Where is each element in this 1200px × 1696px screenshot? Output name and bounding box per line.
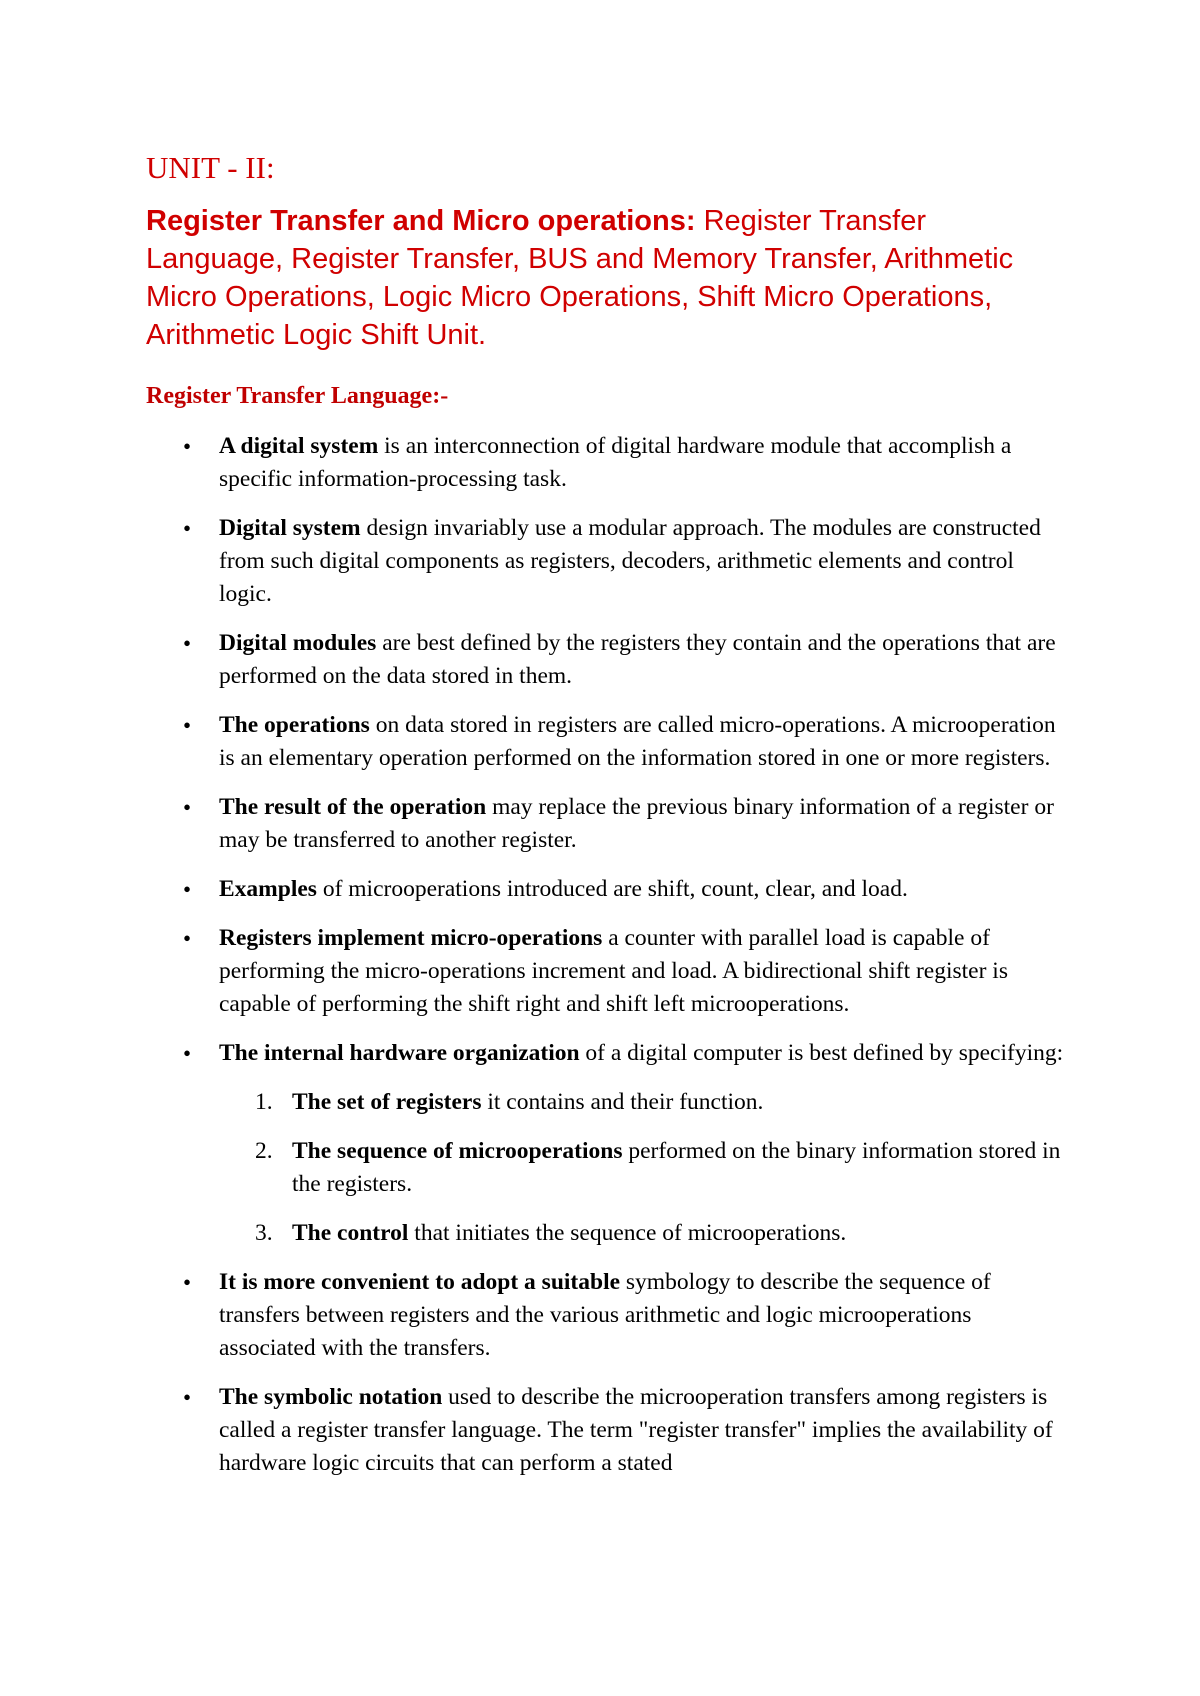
item-bold-lead: The internal hardware organization [219, 1040, 580, 1066]
item-bold-lead: It is more convenient to adopt a suitable [219, 1269, 621, 1295]
item-number: 1. [255, 1089, 273, 1115]
syllabus-topics: Register Transfer Language, Register Transfer, BUS and Memory Transfer, Arithmetic Micro Operations, Logic Micro Operations, Shift Micro Operations, Arithmetic Logic Shift Unit. [146, 205, 1014, 351]
item-text: design invariably use a modular approach. The modules are constructed from such digital components as registers, decoders, arithmetic elements and control logic. [219, 515, 1041, 607]
sublist-item [219, 1086, 1071, 1119]
unit-title: UNIT - II: [146, 150, 275, 185]
item-text: used to describe the microoperation transfers among registers is called a register transfer language. The term "register transfer" implies the availability of hardware logic circuits that can perform a stated [219, 1384, 1053, 1476]
list-item [146, 709, 1071, 775]
item-text: that initiates the sequence of microoperations. [408, 1220, 847, 1246]
item-number: 2. [255, 1138, 273, 1164]
item-bold-lead: The control [292, 1220, 409, 1246]
item-bold-lead: The sequence of microoperations [292, 1138, 623, 1164]
list-item [146, 1037, 1071, 1250]
item-bold-lead: Digital system [219, 515, 361, 541]
item-bold-lead: Digital modules [219, 630, 377, 656]
list-item [146, 922, 1071, 1021]
list-item [146, 512, 1071, 611]
item-text: symbology to describe the sequence of transfers between registers and the various arithmetic and logic microoperations associated with the transfers. [219, 1269, 991, 1361]
item-bold-lead: A digital system [219, 433, 379, 459]
item-bold-lead: The result of the operation [219, 794, 487, 820]
list-item [146, 791, 1071, 857]
item-text: of microoperations introduced are shift, count, clear, and load. [316, 876, 908, 902]
item-bold-lead: The symbolic notation [219, 1384, 443, 1410]
item-text: performed on the binary information stored in the registers. [292, 1138, 1061, 1197]
list-item [146, 1381, 1071, 1480]
syllabus-heading: Register Transfer and Micro operations: [146, 205, 696, 237]
numbered-sublist [219, 1086, 1071, 1250]
list-item [146, 873, 1071, 906]
item-text: of a digital computer is best defined by specifying: [579, 1040, 1064, 1066]
item-text: it contains and their function. [481, 1089, 764, 1115]
item-text: is an interconnection of digital hardware module that accomplish a specific information-processing task. [219, 433, 1012, 492]
item-bold-lead: The operations [219, 712, 370, 738]
item-text: a counter with parallel load is capable of performing the micro-operations increment and load. A bidirectional shift register is capable of performing the shift right and shift left microoperations. [219, 925, 1008, 1017]
sublist-item [219, 1217, 1071, 1250]
item-bold-lead: Examples [219, 876, 317, 902]
item-text: may replace the previous binary information of a register or may be transferred to another register. [219, 794, 1054, 853]
sublist-item [219, 1135, 1071, 1201]
list-item [146, 430, 1071, 496]
item-bold-lead: Registers implement micro-operations [219, 925, 603, 951]
bullet-list [146, 430, 1071, 1496]
list-item [146, 1266, 1071, 1365]
item-text: on data stored in registers are called micro-operations. A microoperation is an elementary operation performed on the information stored in one or more registers. [219, 712, 1056, 771]
item-text: are best defined by the registers they contain and the operations that are performed on the data stored in them. [219, 630, 1056, 689]
item-number: 3. [255, 1220, 273, 1246]
item-bold-lead: The set of registers [292, 1089, 482, 1115]
list-item [146, 627, 1071, 693]
section-title: Register Transfer Language:- [146, 383, 449, 409]
syllabus-paragraph [146, 202, 1066, 354]
